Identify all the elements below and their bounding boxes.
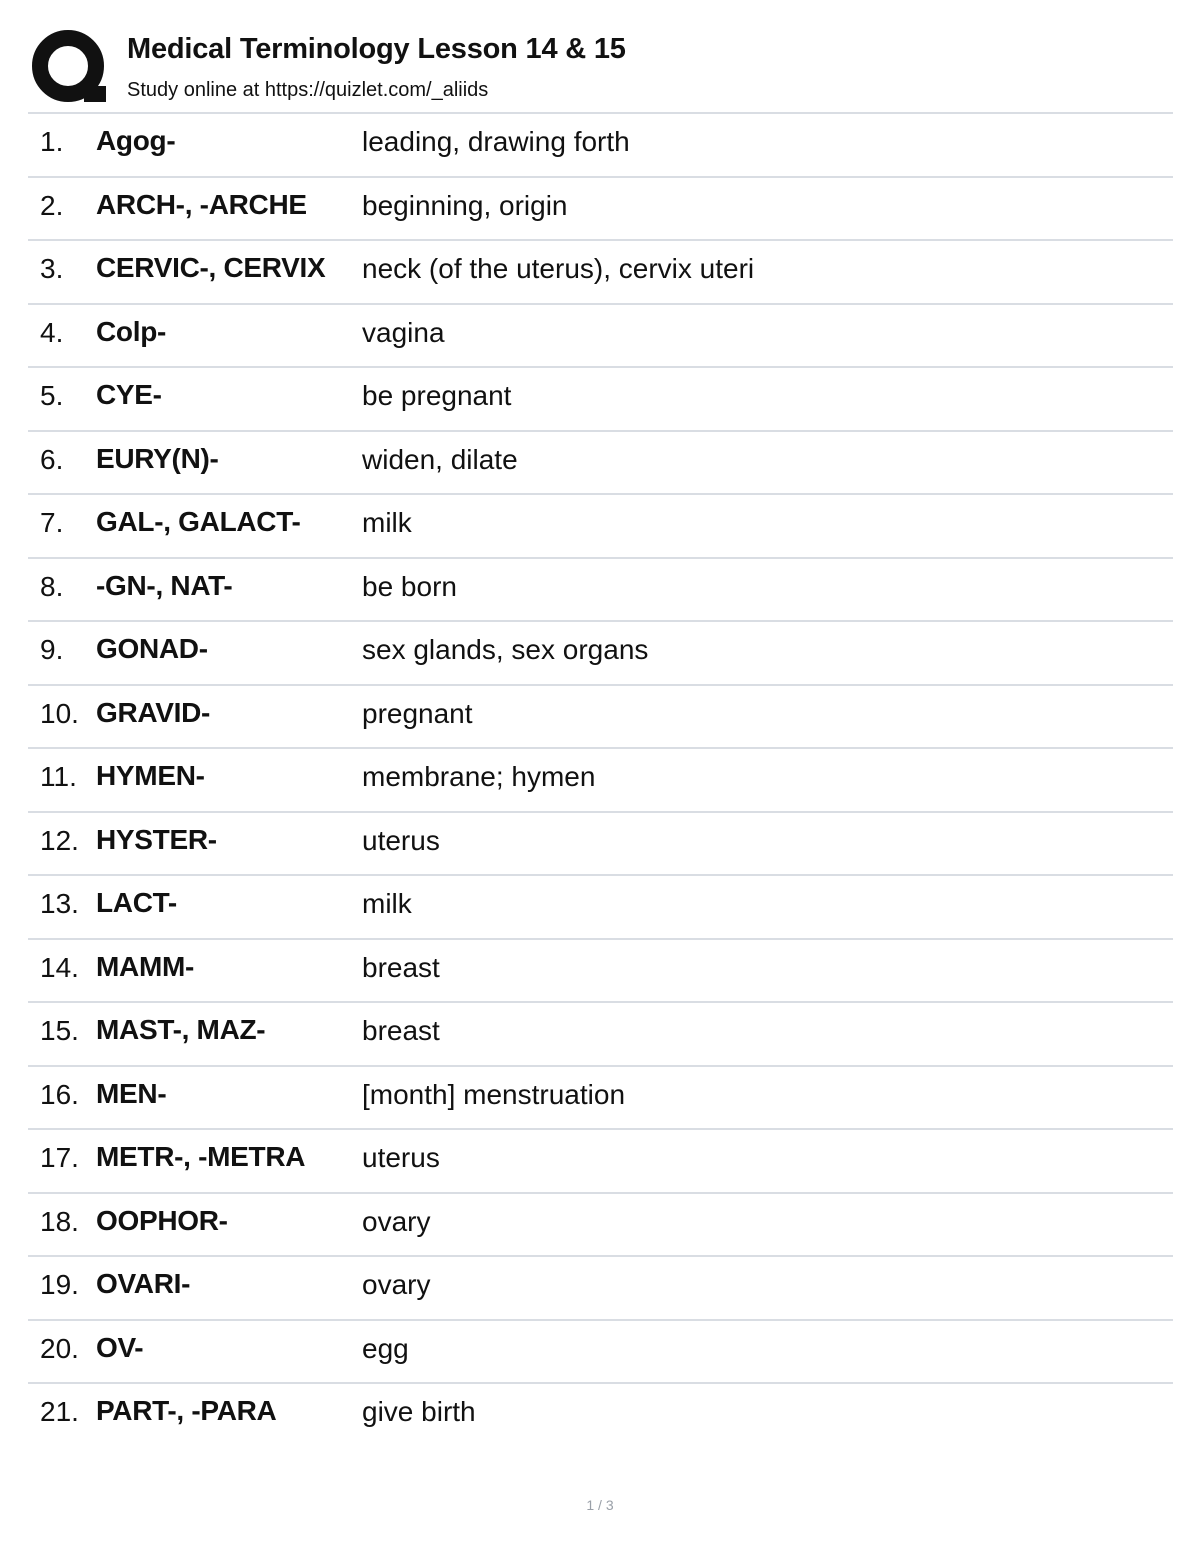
term-definition: leading, drawing forth xyxy=(362,126,630,157)
term-row xyxy=(28,112,1173,176)
term-definition: uterus xyxy=(362,1142,440,1173)
term-number: 7. xyxy=(40,507,64,538)
term-number: 3. xyxy=(40,253,64,284)
term-word: GAL-, GALACT- xyxy=(96,506,301,537)
term-number: 14. xyxy=(40,951,79,983)
term-row xyxy=(28,1255,1173,1319)
term-word: Colp- xyxy=(96,315,167,347)
term-definition: breast xyxy=(362,1015,440,1046)
term-definition: pregnant xyxy=(362,697,473,729)
term-definition: membrane; hymen xyxy=(362,761,596,792)
term-number: 1. xyxy=(40,126,64,157)
term-word: OVARI- xyxy=(96,1268,191,1299)
term-word: MAST-, MAZ- xyxy=(96,1014,266,1045)
term-row xyxy=(28,938,1173,1002)
term-number: 18. xyxy=(40,1205,79,1237)
term-word: HYSTER- xyxy=(96,823,217,855)
term-list xyxy=(28,112,1173,1446)
term-word: OOPHOR- xyxy=(96,1204,228,1236)
term-row xyxy=(28,557,1173,621)
term-row xyxy=(28,1001,1173,1065)
term-number: 4. xyxy=(40,316,64,348)
term-word: EURY(N)- xyxy=(96,442,219,474)
page-title: Medical Terminology Lesson 14 & 15 xyxy=(127,33,626,65)
term-row xyxy=(28,684,1173,748)
study-online-link[interactable]: Study online at https://quizlet.com/_aliids xyxy=(127,79,489,101)
term-row xyxy=(28,303,1173,367)
term-definition: sex glands, sex organs xyxy=(362,634,649,665)
term-word: GRAVID- xyxy=(96,696,211,728)
term-number: 5. xyxy=(40,380,64,411)
term-row xyxy=(28,430,1173,494)
term-row xyxy=(28,1128,1173,1192)
term-row xyxy=(28,874,1173,938)
term-number: 15. xyxy=(40,1015,79,1046)
term-word: METR-, -METRA xyxy=(96,1141,306,1172)
term-definition: be pregnant xyxy=(362,380,512,411)
term-number: 13. xyxy=(40,888,79,919)
term-number: 10. xyxy=(40,697,79,729)
term-definition: neck (of the uterus), cervix uteri xyxy=(362,253,755,284)
term-definition: give birth xyxy=(362,1396,476,1427)
term-definition: be born xyxy=(362,570,457,602)
term-number: 9. xyxy=(40,634,64,665)
term-word: LACT- xyxy=(96,887,177,918)
term-row xyxy=(28,747,1173,811)
term-word: -GN-, NAT- xyxy=(96,569,233,601)
term-number: 16. xyxy=(40,1078,79,1110)
term-row xyxy=(28,811,1173,875)
quizlet-logo-icon xyxy=(30,28,110,108)
term-number: 20. xyxy=(40,1332,79,1364)
term-number: 11. xyxy=(40,761,77,792)
term-row xyxy=(28,1192,1173,1256)
term-word: GONAD- xyxy=(96,633,208,664)
term-number: 8. xyxy=(40,570,64,602)
term-word: Agog- xyxy=(96,125,176,156)
term-definition: vagina xyxy=(362,316,445,348)
term-row xyxy=(28,366,1173,430)
term-definition: [month] menstruation xyxy=(362,1078,626,1110)
term-definition: egg xyxy=(362,1332,409,1364)
term-definition: ovary xyxy=(362,1205,431,1237)
term-word: OV- xyxy=(96,1331,144,1363)
term-row xyxy=(28,1382,1173,1446)
term-word: MEN- xyxy=(96,1077,167,1109)
term-definition: milk xyxy=(362,888,412,919)
term-word: MAMM- xyxy=(96,950,195,982)
term-row xyxy=(28,493,1173,557)
term-row xyxy=(28,239,1173,303)
term-number: 6. xyxy=(40,443,64,475)
term-word: PART-, -PARA xyxy=(96,1395,277,1426)
term-definition: milk xyxy=(362,507,412,538)
term-row xyxy=(28,620,1173,684)
term-number: 2. xyxy=(40,189,64,221)
term-number: 21. xyxy=(40,1396,79,1427)
term-row xyxy=(28,176,1173,240)
term-word: HYMEN- xyxy=(96,760,205,791)
term-row xyxy=(28,1065,1173,1129)
term-number: 17. xyxy=(40,1142,79,1173)
term-definition: breast xyxy=(362,951,440,983)
term-word: CYE- xyxy=(96,379,162,410)
term-row xyxy=(28,1319,1173,1383)
page-indicator: 1 / 3 xyxy=(586,1497,614,1513)
term-word: CERVIC-, CERVIX xyxy=(96,252,326,283)
term-word: ARCH-, -ARCHE xyxy=(96,188,307,220)
term-number: 12. xyxy=(40,824,79,856)
term-definition: ovary xyxy=(362,1269,431,1300)
term-number: 19. xyxy=(40,1269,79,1300)
term-definition: uterus xyxy=(362,824,440,856)
term-definition: widen, dilate xyxy=(362,443,518,475)
term-definition: beginning, origin xyxy=(362,189,568,221)
